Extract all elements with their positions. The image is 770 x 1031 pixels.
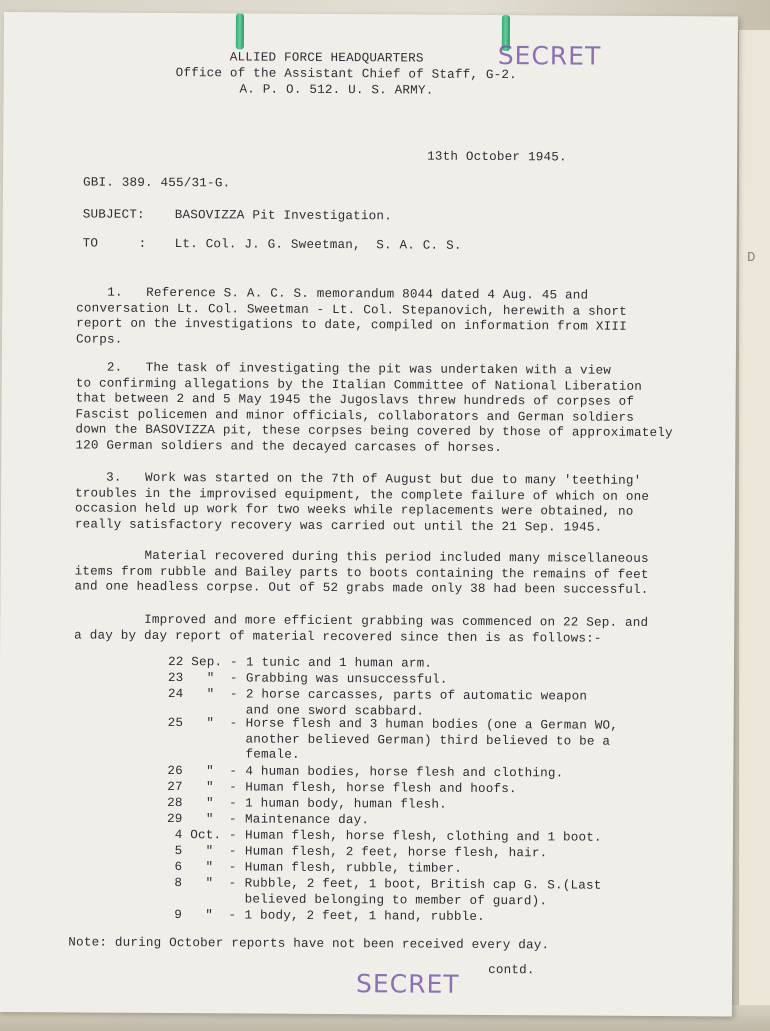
log-entry-text: Human flesh, horse flesh, clothing and 1 boot.	[244, 828, 602, 845]
log-dash: -	[229, 716, 238, 731]
log-dash: -	[228, 860, 237, 875]
document-page	[0, 12, 738, 1016]
log-dash: -	[228, 908, 237, 923]
log-entry-text: Maintenance day.	[245, 812, 370, 828]
paragraph-line: report on the investigations to date, compiled on information from XIII	[76, 316, 627, 334]
log-day: 4 Oct.	[166, 828, 222, 843]
paragraph-line: that between 2 and 5 May 1945 the Jugoslavs threw hundreds of corpses of	[75, 391, 635, 410]
paragraph-line: 2. The task of investigating the pit was undertaken with a view	[75, 360, 612, 378]
log-day: 23 "	[167, 671, 215, 686]
subject-value: BASOVIZZA Pit Investigation.	[174, 208, 393, 224]
log-day: 28 "	[167, 796, 214, 811]
document-date: 13th October 1945.	[427, 149, 567, 165]
log-entry-text: and one sword scabbard.	[245, 703, 425, 719]
log-day: 24 "	[167, 687, 215, 702]
binding-string-left	[236, 13, 244, 49]
log-dash: -	[228, 828, 237, 843]
contd-mark: contd.	[488, 962, 535, 978]
log-day: 26 "	[167, 764, 214, 779]
paragraph-line: 3. Work was started on the 7th of August but due to many 'teething'	[75, 470, 642, 488]
log-dash: -	[229, 764, 238, 779]
paragraph-line: Improved and more efficient grabbing was commenced on 22 Sep. and	[74, 612, 649, 630]
log-entry-text: another believed German) third believed to be a	[245, 732, 611, 749]
log-day: 25 "	[167, 716, 215, 731]
paragraph-line: 1. Reference S. A. C. S. memorandum 8044 dated 4 Aug. 45 and	[76, 285, 589, 303]
log-dash: -	[229, 780, 238, 795]
note-line: Note: during October reports have not been received every day.	[68, 935, 550, 953]
paragraph-line: Corps.	[75, 332, 123, 347]
header-line-1: ALLIED FORCE HEADQUARTERS	[229, 50, 424, 66]
secret-stamp-bottom: SECRET	[355, 969, 460, 999]
log-entry-text: 1 body, 2 feet, 1 hand, rubble.	[244, 908, 486, 924]
to-label: TO	[82, 236, 99, 251]
log-day: 9 "	[166, 908, 214, 923]
log-entry-text: 1 tunic and 1 human arm.	[245, 655, 433, 671]
log-dash: -	[228, 844, 237, 859]
log-entry-text: Human flesh, 2 feet, horse flesh, hair.	[244, 844, 548, 861]
reference-number: GBI. 389. 455/31-G.	[82, 175, 231, 191]
log-day: 29 "	[167, 812, 214, 827]
paragraph-line: occasion held up work for two weeks while replacements were obtained, no	[74, 501, 634, 520]
log-entry-text: Human flesh, rubble, timber.	[244, 860, 463, 876]
paragraph-line: to confirming allegations by the Italian Committee of National Liberation	[75, 376, 643, 394]
header-line-2: Office of the Assistant Chief of Staff, G-2.	[175, 66, 518, 83]
paragraph-line: down the BASOVIZZA pit, these corpses being covered by those of approximately	[75, 422, 673, 441]
log-entry-text: female.	[245, 747, 300, 763]
log-day: 27 "	[167, 780, 214, 795]
log-entry-text: 2 horse carcasses, parts of automatic weapon	[245, 687, 588, 704]
to-value: Lt. Col. J. G. Sweetman, S. A. C. S.	[174, 237, 462, 253]
paragraph-line: conversation Lt. Col. Sweetman - Lt. Col. Stepanovich, herewith a short	[76, 301, 628, 319]
log-dash: -	[228, 876, 237, 891]
log-entry-text: 4 human bodies, horse flesh and clothing.	[245, 764, 564, 781]
secret-stamp-top: SECRET	[497, 41, 602, 71]
log-dash: -	[229, 671, 238, 686]
adjacent-page-edge	[738, 30, 770, 1031]
log-day: 22 Sep.	[167, 655, 223, 670]
log-day: 8 "	[166, 876, 214, 891]
log-dash: -	[229, 687, 238, 702]
paragraph-line: Fascist policemen and minor officials, collaborators and German soldiers	[75, 407, 635, 425]
log-day: 6 "	[166, 860, 214, 875]
log-entry-text: Grabbing was unsuccessful.	[245, 671, 448, 687]
paragraph-line: and one headless corpse. Out of 52 grabs made only 38 had been successful.	[74, 579, 649, 598]
log-dash: -	[229, 796, 237, 811]
edge-mark: D	[747, 250, 756, 266]
log-dash: -	[229, 655, 238, 670]
log-day: 5 "	[166, 844, 214, 859]
paragraph-line: 120 German soldiers and the decayed carcases of horses.	[75, 438, 503, 456]
paragraph-line: a day by day report of material recovered since then is as follows:-	[74, 628, 602, 646]
to-colon: :	[138, 236, 147, 251]
subject-label: SUBJECT:	[82, 207, 145, 222]
paragraph-line: Material recovered during this period included many miscellaneous	[74, 548, 649, 566]
log-entry-text: believed belonging to member of guard).	[244, 892, 548, 908]
log-entry-text: 1 human body, human flesh.	[245, 796, 447, 812]
paragraph-line: items from rubble and Bailey parts to boots containing the remains of feet	[74, 564, 649, 582]
paragraph-line: troubles in the improvised equipment, the complete failure of which on one	[75, 486, 650, 504]
paragraph-line: really satisfactory recovery was carried out until the 21 Sep. 1945.	[74, 517, 603, 535]
header-line-3: A. P. O. 512. U. S. ARMY.	[239, 82, 434, 98]
log-dash: -	[229, 812, 237, 827]
log-entry-text: Horse flesh and 3 human bodies (one a German WO,	[245, 716, 619, 733]
log-entry-text: Human flesh, horse flesh and hoofs.	[245, 780, 517, 797]
log-entry-text: Rubble, 2 feet, 1 boot, British cap G. S.(Last	[244, 876, 602, 893]
